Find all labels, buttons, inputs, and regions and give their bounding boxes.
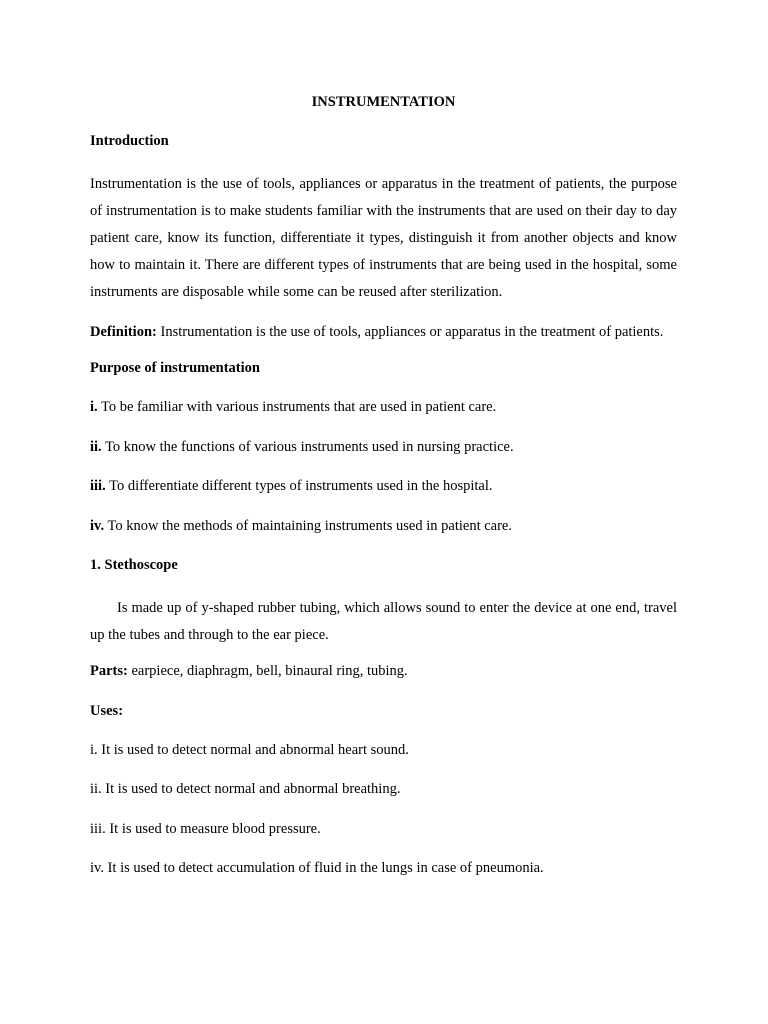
stethoscope-parts: [90, 662, 677, 681]
stethoscope-description: Is made up of y-shaped rubber tubing, which allows sound to enter the device at one end, travel up the tubes and through to the ear piece.: [90, 600, 677, 643]
purpose-item: [90, 477, 677, 496]
introduction-heading: Introduction: [90, 133, 169, 149]
purpose-item-number: iii.: [90, 478, 106, 494]
introduction-paragraph: Instrumentation is the use of tools, appliances or apparatus in the treatment of patients, the purpose of instrumentation is to make students familiar with the instruments that are used on their day to day patient care, know its function, differentiate it types, distinguish it from another objects and know how to maintain it. There are different types of instruments that are being used in the hospital, some instruments are disposable while some can be reused after sterilization.: [90, 176, 677, 300]
stethoscope-heading: 1. Stethoscope: [90, 557, 178, 573]
document-body: [90, 93, 677, 899]
purpose-item-text: To know the functions of various instruments used in nursing practice.: [105, 438, 514, 455]
purpose-item-number: ii.: [90, 438, 102, 455]
purpose-item-number: iv.: [90, 517, 105, 534]
purpose-item: [90, 517, 677, 536]
uses-heading: Uses:: [90, 702, 124, 719]
definition-label: Definition:: [90, 324, 157, 340]
definition-paragraph: [90, 319, 677, 346]
parts-text: earpiece, diaphragm, bell, binaural ring, tubing.: [131, 663, 408, 679]
purpose-item-text: To differentiate different types of instruments used in the hospital.: [109, 478, 493, 494]
purpose-item: [90, 398, 677, 417]
parts-label: Parts:: [90, 663, 128, 679]
use-item: iii. It is used to measure blood pressure.: [90, 820, 321, 837]
use-item: i. It is used to detect normal and abnormal heart sound.: [90, 741, 409, 758]
definition-text: Instrumentation is the use of tools, appliances or apparatus in the treatment of patients.: [160, 324, 664, 340]
purpose-item-text: To know the methods of maintaining instruments used in patient care.: [107, 517, 512, 534]
document-title: INSTRUMENTATION: [311, 94, 456, 110]
purpose-item-text: To be familiar with various instruments that are used in patient care.: [101, 399, 497, 415]
use-item: iv. It is used to detect accumulation of fluid in the lungs in case of pneumonia.: [90, 860, 544, 876]
purpose-item: [90, 438, 677, 457]
use-item: ii. It is used to detect normal and abnormal breathing.: [90, 781, 401, 797]
purpose-item-number: i.: [90, 399, 98, 415]
purpose-heading: Purpose of instrumentation: [90, 360, 260, 376]
